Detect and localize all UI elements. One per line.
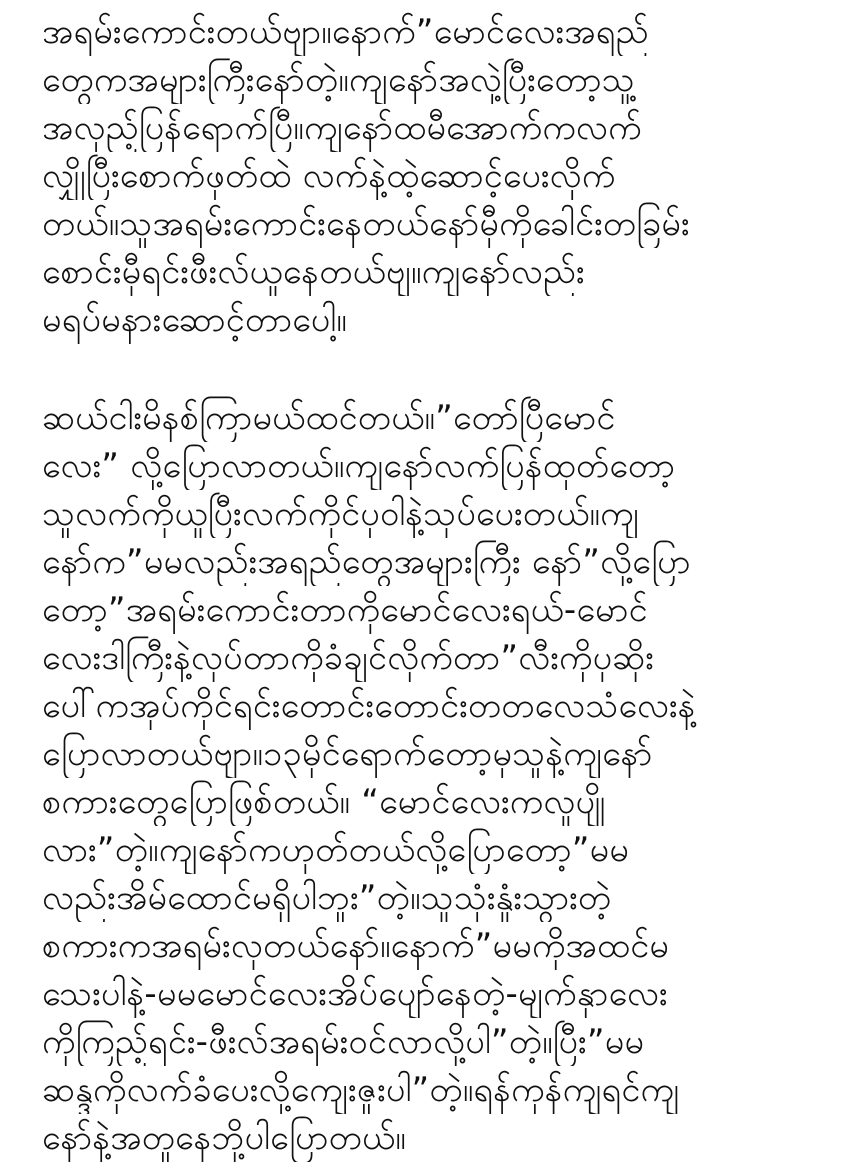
text-line: လေး” လို့ပြောလာတယ်။ကျနော်လက်ပြန်ထုတ်တော့	[42, 446, 676, 486]
text-line: ဆယ်ငါးမိနစ်ကြာမယ်ထင်တယ်။”တော်ပြီမောင်	[42, 398, 616, 438]
text-line: သူလက်ကိုယူပြီးလက်ကိုင်ပုဝါနဲ့သုပ်ပေးတယ်။ကျ	[42, 494, 640, 534]
paragraph-gap	[42, 344, 828, 394]
text-line: လေးဒါကြီးနဲ့လုပ်တာကိုခံချင်လိုက်တာ”လီးကိုပုဆိုး	[42, 638, 655, 678]
text-line: အလှည့်ပြန်ရောက်ပြီ။ကျနော်ထမီအောက်ကလက်	[42, 108, 642, 148]
text-line: တွေကအများကြီးနော်တဲ့။ကျနော်အလှဲ့ပြီးတော့သူ့	[42, 60, 635, 100]
text-line: ကိုကြည့်ရင်း-ဖီးလ်အရမ်းဝင်လာလို့ပါ”တဲ့။ပြီး”မမ	[42, 1022, 645, 1062]
text-line: သေးပါနဲ့-မမမောင်လေးအိပ်ပျော်နေတဲ့-မျက်နှာလေး	[42, 974, 668, 1014]
text-line: စကားကအရမ်းလှတယ်နော်။နောက်”မမကိုအထင်မ	[42, 926, 670, 966]
text-line: ဆန္ဒကိုလက်ခံပေးလို့ကျေးဇူးပါ”တဲ့။ရန်ကုန်ကျရင်ကျ	[42, 1070, 680, 1110]
text-line: လည်းအိမ်ထောင်မရှိပါဘူး”တဲ့။သူသုံးနှုံးသွားတဲ့	[42, 878, 612, 918]
text-line: ပေါ်ကအုပ်ကိုင်ရင်းတောင်းတောင်းတတလေသံလေးနဲ့	[42, 686, 696, 726]
text-line: အရမ်းကောင်းတယ်ဗျာ။နောက်”မောင်လေးအရည်	[42, 12, 649, 52]
paragraph-2	[42, 394, 828, 1162]
text-line: လား”တဲ့။ကျနော်ကဟုတ်တယ်လို့ပြောတော့”မမ	[42, 830, 630, 870]
text-line: တယ်။သူအရမ်းကောင်းနေတယ်နော်မှီကိုခေါင်းတခြမ်း	[42, 204, 690, 244]
paragraph-1	[42, 8, 828, 344]
text-line: စောင်းမှီရင်းဖီးလ်ယူနေတယ်ဗျ။ကျနော်လည်း	[42, 252, 585, 292]
text-line: တော့”အရမ်းကောင်းတာကိုမောင်လေးရယ်-မောင်	[42, 590, 648, 630]
text-line: မရပ်မနားဆောင့်တာပေါ့။	[42, 300, 347, 340]
text-line: လျှိုပြီးစောက်ဖုတ်ထဲ လက်နဲ့ထဲ့ဆောင့်ပေးလိုက်	[42, 156, 616, 196]
text-line: နော်နဲ့အတူနေဘို့ပါပြောတယ်။	[42, 1118, 406, 1158]
text-line: ပြောလာတယ်ဗျာ။၁၃မိုင်ရောက်တော့မှသူနဲ့ကျနော်	[42, 734, 653, 774]
text-line: နော်က”မမလည်းအရည်တွေအများကြီး နော်”လို့ပြော	[42, 542, 691, 582]
text-line: စကားတွေပြောဖြစ်တယ်။ “မောင်လေးကလူပျို	[42, 782, 606, 822]
